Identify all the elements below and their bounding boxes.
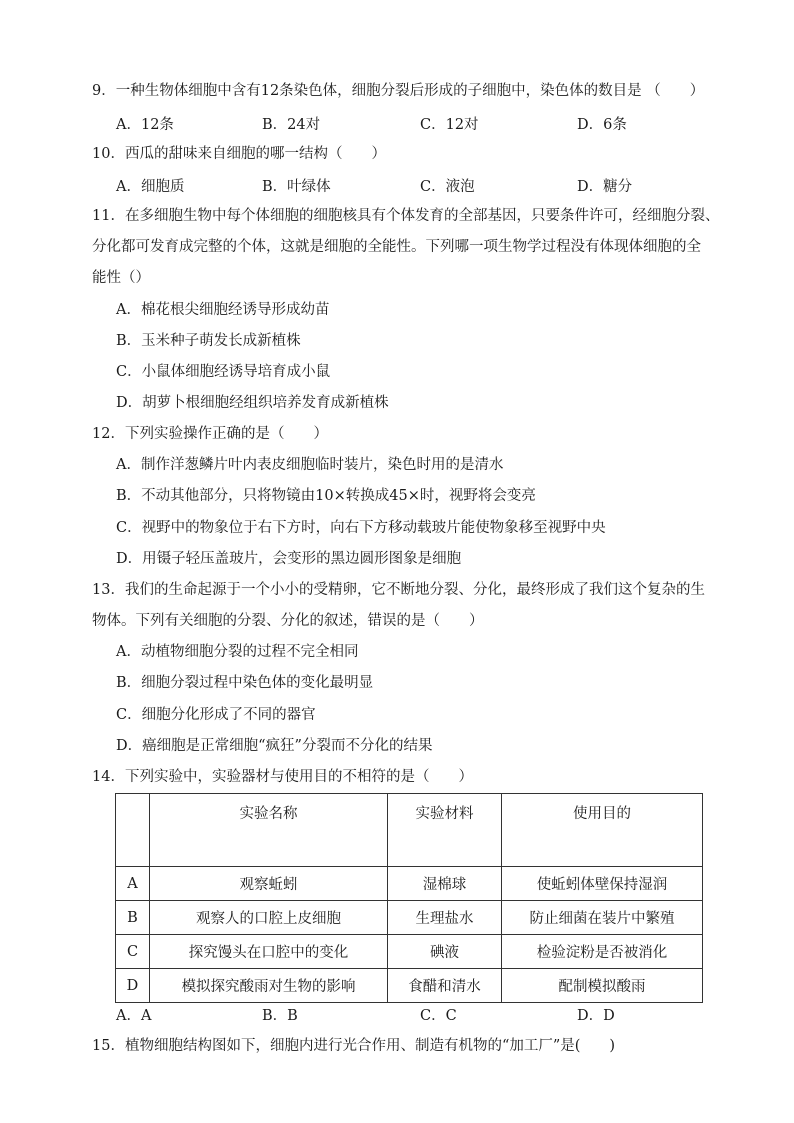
question-9-stem: 9．一种生物体细胞中含有12条染色体，细胞分裂后形成的子细胞中，染色体的数目是 （ ） xyxy=(92,83,705,99)
table-cell: 碘液 xyxy=(388,935,502,969)
table-header-cell: 实验名称 xyxy=(150,794,388,867)
table-row xyxy=(116,969,703,1003)
question-13-stem-line-2: 物体。下列有关细胞的分裂、分化的叙述，错误的是（ ） xyxy=(92,613,484,629)
table-cell: 食醋和清水 xyxy=(388,969,502,1003)
question-11-option-b: B．玉米种子萌发长成新植株 xyxy=(116,333,301,349)
question-13-option-d: D．癌细胞是正常细胞“疯狂”分裂而不分化的结果 xyxy=(116,738,433,754)
table-row xyxy=(116,867,703,901)
option-a: A．12条 xyxy=(116,117,174,133)
question-13-option-b: B．细胞分裂过程中染色体的变化最明显 xyxy=(116,675,374,691)
option-b: B．24对 xyxy=(262,117,321,133)
table-cell: 使蚯蚓体壁保持湿润 xyxy=(502,867,703,901)
question-12-option-a: A．制作洋葱鳞片叶内表皮细胞临时装片，染色时用的是清水 xyxy=(116,457,504,473)
table-cell: 配制模拟酸雨 xyxy=(502,969,703,1003)
table-cell: B xyxy=(116,901,150,935)
table-header-cell: 使用目的 xyxy=(502,794,703,867)
question-12-option-d: D．用镊子轻压盖玻片，会变形的黑边圆形图象是细胞 xyxy=(116,551,462,567)
question-13-option-a: A．动植物细胞分裂的过程不完全相同 xyxy=(116,644,359,660)
option-a: A．细胞质 xyxy=(116,179,185,195)
option-c: C．12对 xyxy=(420,117,479,133)
question-12-stem: 12．下列实验操作正确的是（ ） xyxy=(92,426,328,442)
table-cell: 观察蚯蚓 xyxy=(150,867,388,901)
option-d: D．D xyxy=(577,1008,615,1024)
option-b: B．B xyxy=(262,1008,298,1024)
question-13-stem-line-1: 13．我们的生命起源于一个小小的受精卵，它不断地分裂、分化，最终形成了我们这个复杂的生 xyxy=(92,582,705,598)
table-cell: D xyxy=(116,969,150,1003)
table-header-cell: 实验材料 xyxy=(388,794,502,867)
question-13-option-c: C．细胞分化形成了不同的器官 xyxy=(116,707,316,723)
option-d: D．6条 xyxy=(577,117,627,133)
option-b: B．叶绿体 xyxy=(262,179,331,195)
table-cell: 湿棉球 xyxy=(388,867,502,901)
table-row xyxy=(116,901,703,935)
table-header-row xyxy=(116,794,703,867)
table-row xyxy=(116,935,703,969)
question-11-stem-line-3: 能性（） xyxy=(92,270,150,286)
question-11-option-d: D．胡萝卜根细胞经组织培养发育成新植株 xyxy=(116,395,389,411)
table-cell: 检验淀粉是否被消化 xyxy=(502,935,703,969)
option-a: A．A xyxy=(116,1008,152,1024)
experiment-table xyxy=(115,793,703,1003)
question-10-stem: 10．西瓜的甜味来自细胞的哪一结构（ ） xyxy=(92,146,386,162)
table-cell: 探究馒头在口腔中的变化 xyxy=(150,935,388,969)
table-cell: 观察人的口腔上皮细胞 xyxy=(150,901,388,935)
question-15-stem: 15．植物细胞结构图如下，细胞内进行光合作用、制造有机物的“加工厂”是( ) xyxy=(92,1038,616,1054)
question-11-stem-line-2: 分化都可发育成完整的个体，这就是细胞的全能性。下列哪一项生物学过程没有体现体细胞的全 xyxy=(92,239,701,255)
table-cell: C xyxy=(116,935,150,969)
question-12-option-b: B．不动其他部分，只将物镜由10×转换成45×时，视野将会变亮 xyxy=(116,488,536,504)
table-cell: 生理盐水 xyxy=(388,901,502,935)
question-11-stem-line-1: 11．在多细胞生物中每个体细胞的细胞核具有个体发育的全部基因，只要条件许可，经细胞分裂、 xyxy=(92,208,720,224)
table-header-cell xyxy=(116,794,150,867)
question-11-option-a: A．棉花根尖细胞经诱导形成幼苗 xyxy=(116,302,330,318)
option-c: C．液泡 xyxy=(420,179,475,195)
table-cell: 防止细菌在装片中繁殖 xyxy=(502,901,703,935)
option-d: D．糖分 xyxy=(577,179,633,195)
question-12-option-c: C．视野中的物象位于右下方时，向右下方移动载玻片能使物象移至视野中央 xyxy=(116,520,606,536)
question-11-option-c: C．小鼠体细胞经诱导培育成小鼠 xyxy=(116,364,331,380)
table-cell: A xyxy=(116,867,150,901)
question-14-stem: 14．下列实验中，实验器材与使用目的不相符的是（ ） xyxy=(92,769,473,785)
table-cell: 模拟探究酸雨对生物的影响 xyxy=(150,969,388,1003)
option-c: C．C xyxy=(420,1008,457,1024)
